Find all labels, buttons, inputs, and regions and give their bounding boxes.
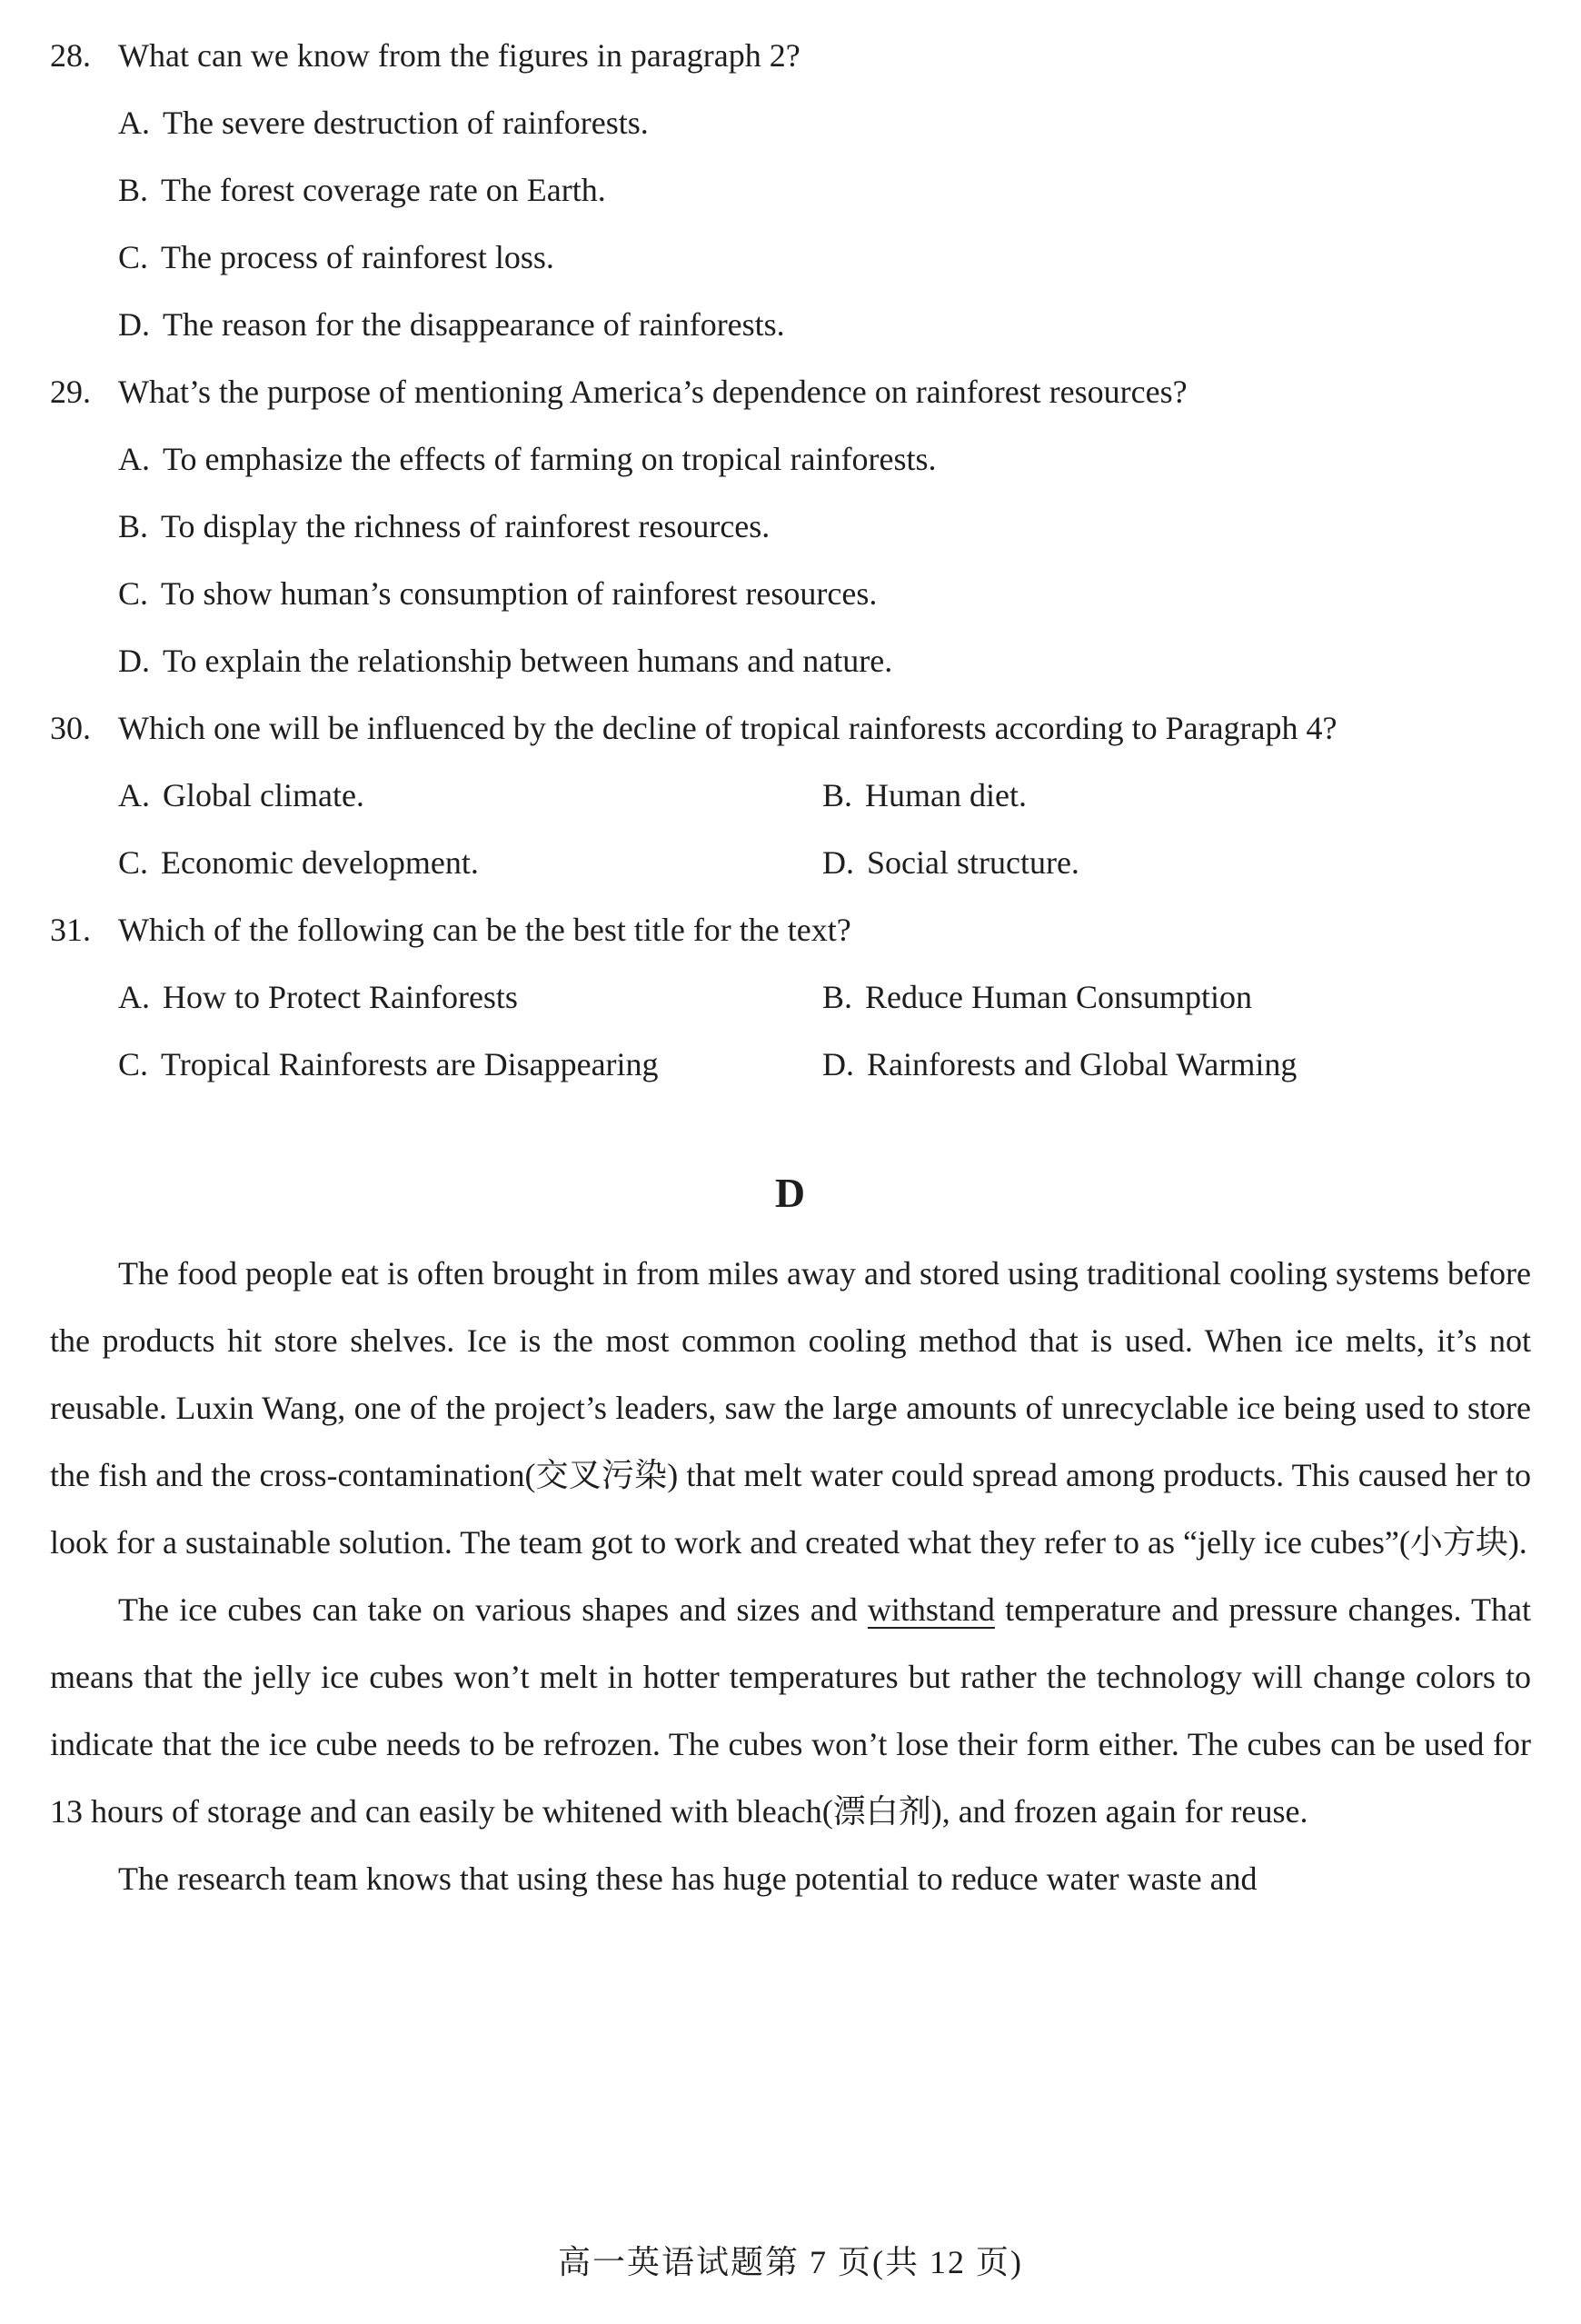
option-29-a-text: To emphasize the effects of farming on tropical rainforests. (163, 441, 937, 477)
question-31-stem (50, 896, 1531, 963)
option-28-b-text: The forest coverage rate on Earth. (161, 172, 606, 208)
option-30-a-label: A. (118, 777, 150, 813)
option-29-a (118, 425, 1531, 493)
option-28-d (118, 291, 1531, 358)
option-29-c (118, 560, 1531, 627)
option-28-c-text: The process of rainforest loss. (161, 239, 554, 275)
question-30-stem (50, 694, 1531, 762)
option-29-c-label: C. (118, 575, 149, 612)
question-28-text: What can we know from the figures in paragraph 2? (118, 37, 800, 74)
option-31-b-text: Reduce Human Consumption (865, 979, 1252, 1015)
passage-section-heading: D (774, 1170, 807, 1216)
option-28-b (118, 156, 1531, 224)
option-28-d-label: D. (118, 306, 150, 343)
option-31-d (822, 1031, 1531, 1098)
option-31-c-text: Tropical Rainforests are Disappearing (161, 1046, 659, 1082)
option-29-b-label: B. (118, 508, 149, 544)
option-29-d-label: D. (118, 643, 150, 679)
option-28-d-text: The reason for the disappearance of rainforests. (163, 306, 785, 343)
option-30-d-label: D. (822, 844, 854, 881)
question-28 (50, 22, 1531, 358)
option-30-a-text: Global climate. (163, 777, 364, 813)
option-30-b (822, 762, 1531, 829)
option-30-c-label: C. (118, 844, 149, 881)
option-30-b-text: Human diet. (865, 777, 1027, 813)
question-28-options (118, 89, 1531, 358)
option-29-b-text: To display the richness of rainforest resources. (161, 508, 771, 544)
option-30-b-label: B. (822, 777, 853, 813)
option-28-a-text: The severe destruction of rainforests. (163, 105, 649, 141)
paragraph-1-text: The food people eat is often brought in from miles away and stored using traditional cooling systems before the products hit store shelves. Ice is the most common cooling method that is used. When ice melts, it’s not reusable. Luxin Wang, one of the project’s leaders, saw the large amounts of unrecyclable ice being used to store the fish and the cross-contamination(交叉污染) that melt water could spread among products. This caused her to look for a sustainable solution. The team got to work and created what they refer to as “jelly ice cubes”(小方块). (50, 1255, 1531, 1561)
option-30-c (118, 829, 822, 896)
option-28-a-label: A. (118, 105, 150, 141)
passage-paragraph-2 (50, 1576, 1531, 1845)
page-footer-text: 高一英语试题第 7 页(共 12 页) (558, 2243, 1023, 2280)
paragraph-3-text: The research team knows that using these has huge potential to reduce water waste and (118, 1860, 1258, 1897)
question-29-stem (50, 358, 1531, 425)
question-29-options (118, 425, 1531, 694)
option-28-b-label: B. (118, 172, 149, 208)
question-31-text: Which of the following can be the best title for the text? (118, 912, 851, 948)
option-31-c (118, 1031, 822, 1098)
option-29-c-text: To show human’s consumption of rainforest resources. (161, 575, 878, 612)
option-31-d-text: Rainforests and Global Warming (867, 1046, 1298, 1082)
question-30-text: Which one will be influenced by the decline of tropical rainforests according to Paragraph 4? (118, 710, 1337, 746)
paragraph-2-post-text: temperature and pressure changes. That means that the jelly ice cubes won’t melt in hotter temperatures but rather the technology will change colors to indicate that the ice cube needs to be refrozen. The cubes won’t lose their form either. The cubes can be used for 13 hours of storage and can easily be whitened with bleach(漂白剂), and frozen again for reuse. (50, 1591, 1532, 1830)
passage-paragraph-1 (50, 1240, 1531, 1576)
option-30-a (118, 762, 822, 829)
option-31-a (118, 963, 822, 1031)
option-28-c (118, 224, 1531, 291)
question-28-stem (50, 22, 1531, 89)
option-29-a-label: A. (118, 441, 150, 477)
underlined-word-withstand: withstand (867, 1591, 995, 1628)
option-30-d (822, 829, 1531, 896)
question-29-number: 29. (50, 374, 91, 410)
question-31-options (118, 963, 1531, 1098)
question-29-text: What’s the purpose of mentioning America’s dependence on rainforest resources? (118, 374, 1188, 410)
question-30-number: 30. (50, 710, 91, 746)
option-31-d-label: D. (822, 1046, 854, 1082)
option-30-d-text: Social structure. (867, 844, 1079, 881)
page-footer (0, 2243, 1581, 2282)
option-31-a-text: How to Protect Rainforests (163, 979, 518, 1015)
option-29-d (118, 627, 1531, 694)
option-31-b-label: B. (822, 979, 853, 1015)
option-30-c-text: Economic development. (161, 844, 479, 881)
option-28-a (118, 89, 1531, 156)
option-29-b (118, 493, 1531, 560)
question-31-number: 31. (50, 912, 91, 948)
question-30-options (118, 762, 1531, 896)
question-31 (50, 896, 1531, 1098)
option-31-a-label: A. (118, 979, 150, 1015)
passage-paragraph-3 (50, 1845, 1531, 1912)
option-31-b (822, 963, 1531, 1031)
question-28-number: 28. (50, 37, 91, 74)
option-31-c-label: C. (118, 1046, 149, 1082)
question-29 (50, 358, 1531, 694)
paragraph-2-pre-text: The ice cubes can take on various shapes and sizes and (118, 1591, 868, 1628)
option-28-c-label: C. (118, 239, 149, 275)
question-30 (50, 694, 1531, 896)
option-29-d-text: To explain the relationship between humans and nature. (163, 643, 893, 679)
